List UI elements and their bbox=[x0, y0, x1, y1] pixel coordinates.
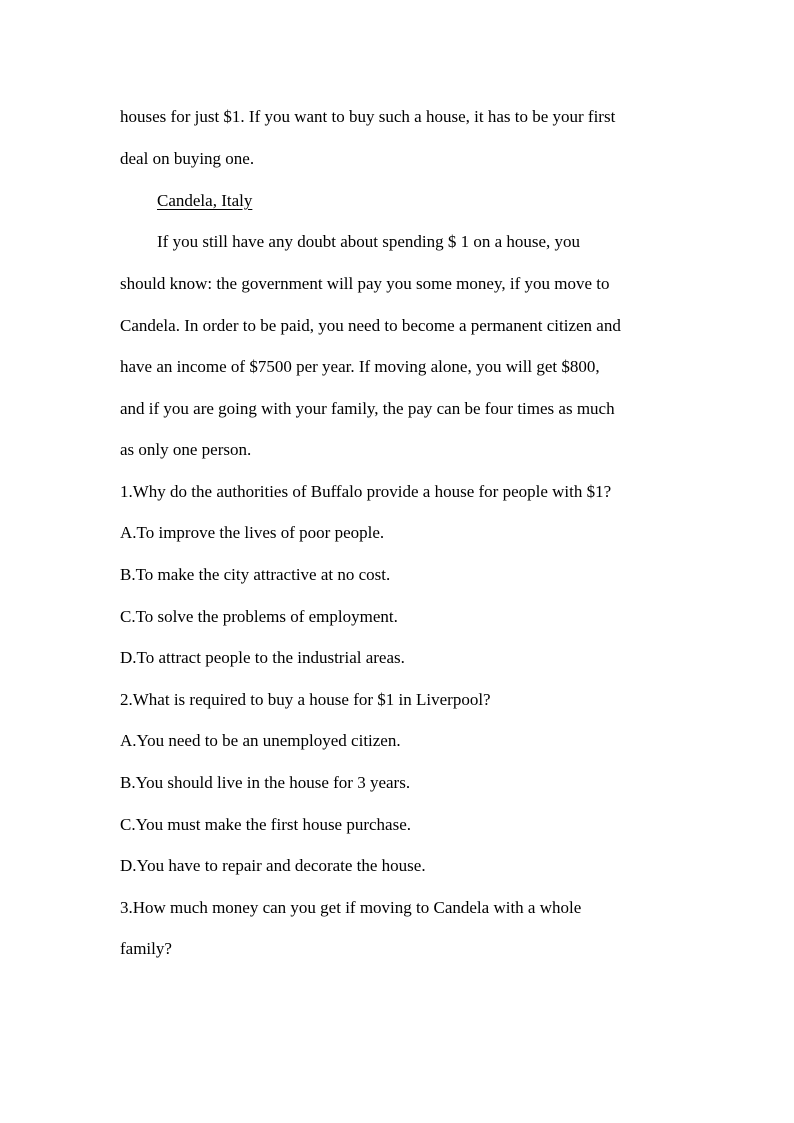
section-line: should know: the government will pay you some money, if you move to bbox=[120, 274, 610, 293]
paragraph-line: houses for just $1. If you want to buy such a house, it has to be your first bbox=[120, 107, 616, 126]
question-3-line: 3.How much money can you get if moving to Candela with a whole bbox=[120, 898, 582, 917]
question-3-line: family? bbox=[120, 939, 172, 958]
section-heading: Candela, Italy bbox=[157, 191, 253, 210]
question-2-option-b: B.You should live in the house for 3 years. bbox=[120, 773, 411, 792]
question-1-option-a: A.To improve the lives of poor people. bbox=[120, 523, 385, 542]
question-2-option-c: C.You must make the first house purchase. bbox=[120, 815, 412, 834]
section-line: and if you are going with your family, the pay can be four times as much bbox=[120, 399, 615, 418]
paragraph-line: deal on buying one. bbox=[120, 149, 255, 168]
question-2-option-a: A.You need to be an unemployed citizen. bbox=[120, 731, 401, 750]
question-1-option-c: C.To solve the problems of employment. bbox=[120, 607, 398, 626]
section-line: have an income of $7500 per year. If moving alone, you will get $800, bbox=[120, 357, 600, 376]
section-line: as only one person. bbox=[120, 440, 252, 459]
question-1-option-d: D.To attract people to the industrial areas. bbox=[120, 648, 405, 667]
section-line: If you still have any doubt about spending $ 1 on a house, you bbox=[157, 232, 581, 251]
question-2-option-d: D.You have to repair and decorate the house. bbox=[120, 856, 426, 875]
question-2: 2.What is required to buy a house for $1 in Liverpool? bbox=[120, 690, 491, 709]
question-1-option-b: B.To make the city attractive at no cost. bbox=[120, 565, 391, 584]
question-1: 1.Why do the authorities of Buffalo provide a house for people with $1? bbox=[120, 482, 612, 501]
section-line: Candela. In order to be paid, you need to become a permanent citizen and bbox=[120, 316, 621, 335]
